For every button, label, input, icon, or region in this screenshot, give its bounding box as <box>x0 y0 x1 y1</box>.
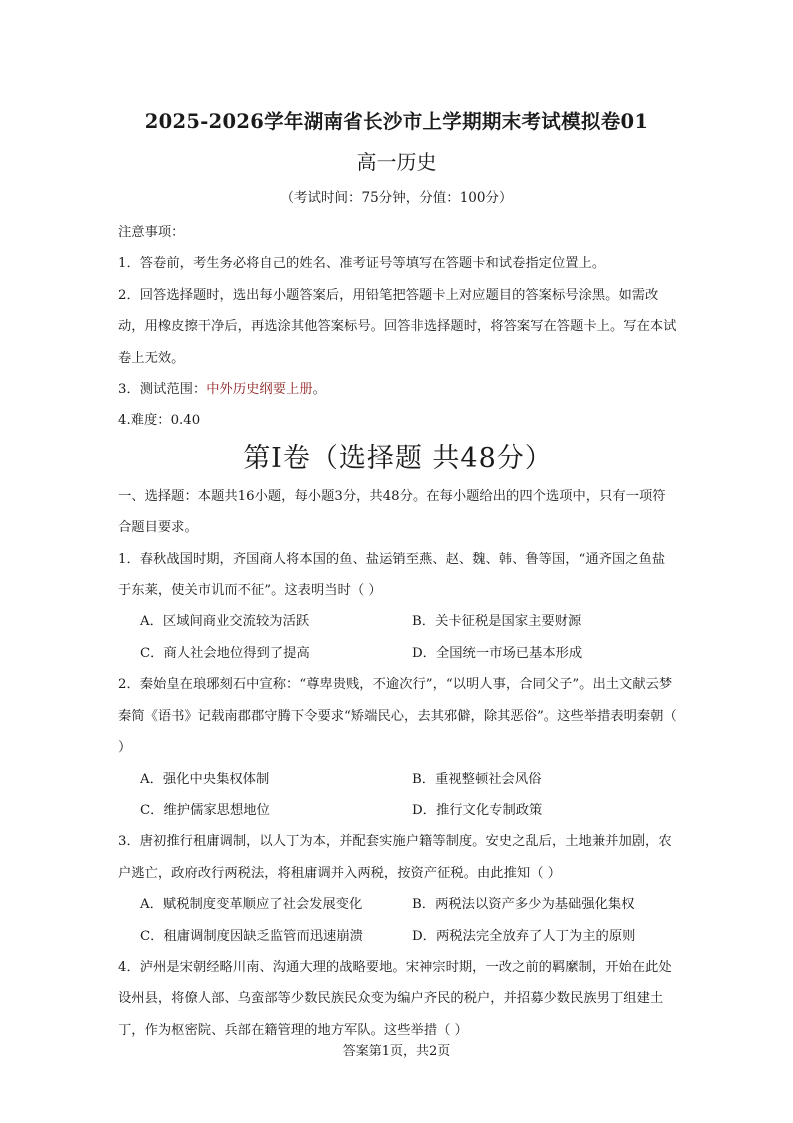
scope-suffix: 。 <box>312 382 326 398</box>
document-title: 2025-2026学年湖南省长沙市上学期期末考试模拟卷01 <box>144 110 649 133</box>
question-2-option-d[interactable]: D．推行文化专制政策 <box>412 802 543 818</box>
note-item-1: 1．答卷前，考生务必将自己的姓名、准考证号等填写在答题卡和试卷指定位置上。 <box>118 256 606 272</box>
question-1-option-b[interactable]: B．关卡征税是国家主要财源 <box>412 614 582 630</box>
question-3-options <box>118 889 678 952</box>
question-1-option-a[interactable]: A．区域间商业交流较为活跃 <box>140 614 310 630</box>
subject-title: 高一历史 <box>356 150 437 174</box>
question-2-stem: 2．秦始皇在琅琊刻石中宣称：“尊卑贵贱，不逾次行”，“以明人事，合同父子”。出土文献云梦秦简《语书》记载南郡郡守腾下令要求“矫端民心，去其邪僻，除其恶俗”。这些举措表明秦朝（ ） <box>118 677 677 756</box>
question-2-option-c[interactable]: C．维护儒家思想地位 <box>140 802 270 818</box>
question-1-options <box>118 606 678 669</box>
question-3-option-a[interactable]: A．赋税制度变革顺应了社会发展变化 <box>140 897 363 913</box>
section-instructions: 一、选择题：本题共16小题，每小题3分，共48分。在每小题给出的四个选项中，只有一项符合题目要求。 <box>118 488 666 536</box>
question-4-stem: 4．泸州是宋朝经略川南、沟通大理的战略要地。宋神宗时期，一改之前的羁縻制，开始在此处设州县，将僚人部、乌蛮部等少数民族民众变为编户齐民的税户，并招募少数民族男丁组建土丁，作为枢密院、兵部在籍管理的地方军队。这些举措（ ） <box>118 959 672 1038</box>
question-1-option-c[interactable]: C．商人社会地位得到了提高 <box>140 645 310 661</box>
question-1-stem: 1．春秋战国时期，齐国商人将本国的鱼、盐运销至燕、赵、魏、韩、鲁等国，“通齐国之鱼盐于东莱，使关市讥而不征”。这表明当时（ ） <box>118 551 666 599</box>
question-3-option-c[interactable]: C．租庸调制度因缺乏监管而迅速崩溃 <box>140 928 363 944</box>
question-1-option-d[interactable]: D．全国统一市场已基本形成 <box>412 645 583 661</box>
notes-heading: 注意事项： <box>118 225 185 240</box>
note-item-2: 2．回答选择题时，选出每小题答案后，用铅笔把答题卡上对应题目的答案标号涂黑。如需改动，用橡皮擦干净后，再选涂其他答案标号。回答非选择题时，将答案写在答题卡上。写在本试卷上无效。 <box>118 287 677 366</box>
page-footer: 答案第1页，共2页 <box>342 1044 451 1059</box>
scope-link[interactable]: 中外历史纲要上册 <box>206 382 313 398</box>
exam-info: （考试时间：75分钟，分值：100分） <box>280 190 513 206</box>
note-item-3 <box>118 374 678 405</box>
question-3-option-b[interactable]: B．两税法以资产多少为基础强化集权 <box>412 897 635 913</box>
scope-prefix: 3．测试范围： <box>118 382 207 398</box>
question-3-stem: 3．唐初推行租庸调制，以人丁为本，并配套实施户籍等制度。安史之乱后，土地兼并加剧，农户逃亡，政府改行两税法，将租庸调并入两税，按资产征税。由此推知（ ） <box>118 834 672 881</box>
note-item-4: 4.难度：0.40 <box>118 413 201 429</box>
document-body <box>118 217 678 1046</box>
question-2-options <box>118 764 678 827</box>
question-2-option-a[interactable]: A．强化中央集权体制 <box>140 771 270 787</box>
section-heading: 第Ⅰ卷（选择题 共48分） <box>243 442 553 474</box>
question-2-option-b[interactable]: B．重视整顿社会风俗 <box>412 771 542 787</box>
question-3-option-d[interactable]: D．两税法完全放弃了人丁为主的原则 <box>412 928 636 944</box>
